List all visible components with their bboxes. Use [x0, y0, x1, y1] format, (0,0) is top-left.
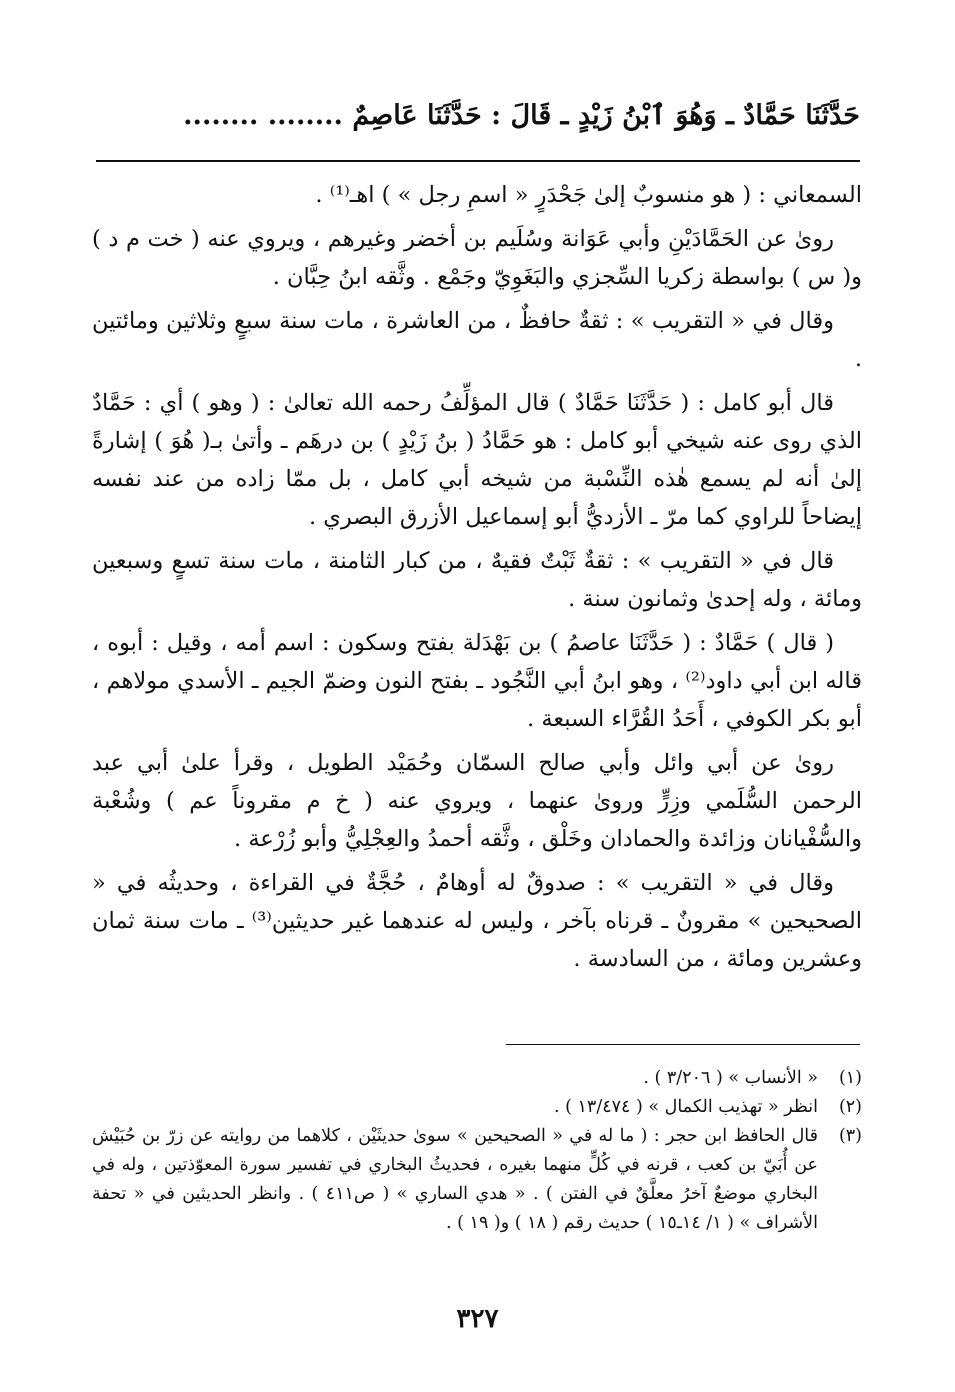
footnote-1	[92, 1064, 862, 1093]
footnote-3	[92, 1122, 862, 1238]
footnote-number: (٢)	[838, 1097, 862, 1117]
paragraph-4: قال أبو كامل : ( حَدَّثَنَا حَمَّادٌ ) قال المؤلِّفُ رحمه الله تعالىٰ : ( وهو ) أي : حَمَّادٌ الذي روى عنه شيخي أبو كامل : هو حَمَّادُ ( بنُ زَيْدٍ ) بن درهَم ـ وأتىٰ بـ( هُوَ ) إشارةً إلىٰ أنه لم يسمع هٰذه النِّسْبة من شيخه أبي كامل ، بل ممّا زاده من عند نفسه إيضاحاً للراوي كما مرّ ـ الأزديُّ أبو إسماعيل الأزرق البصري .	[92, 390, 862, 530]
paragraph-6: ( قال ) حَمَّادٌ : ( حَدَّثَنَا عاصمُ ) بن بَهْدَلة بفتح وسكون : اسم أمه ، وقيل : أبوه ، قاله ابن أبي داود⁽²⁾ ، وهو ابنُ أبي النَّجُود ـ بفتح النون وضمّ الجيم ـ الأسدي مولاهم ، أبو بكر الكوفي ، أَحَدُ القُرَّاء السبعة .	[92, 630, 862, 732]
footnotes	[92, 1064, 862, 1238]
footnote-rule	[506, 1044, 860, 1045]
paragraph-8: وقال في « التقريب » : صدوقٌ له أوهامٌ ، حُجَّةٌ في القراءة ، وحديثُه في « الصحيحين » مقرونٌ ـ قرناه بآخر ، وليس له عندهما غير حديثين⁽³⁾ ـ مات سنة ثمان وعشرين ومائة ، من السادسة .	[92, 870, 862, 972]
header-rule	[96, 160, 860, 162]
paragraph-5: قال في « التقريب » : ثقةٌ ثَبْتٌ فقيهٌ ، من كبار الثامنة ، مات سنة تسعٍ وسبعين ومائة ، وله إحدىٰ وثمانون سنة .	[92, 548, 862, 612]
footnote-number: (١)	[838, 1068, 862, 1088]
footnote-text: « الأنساب » ( ٣/٢٠٦ ) .	[643, 1068, 818, 1088]
paragraph-1: السمعاني : ( هو منسوبٌ إلىٰ جَحْدَرٍ « اسمِ رجل » ) اهـ⁽¹⁾ .	[315, 182, 862, 208]
running-header: حَدَّثَنَا حَمَّادٌ ـ وَهُوَ ٱبْنُ زَيْدٍ ـ قَالَ : حَدَّثَنَا عَاصِمٌ ........ ........	[183, 100, 860, 131]
footnote-text: انظر « تهذيب الكمال » ( ١٣/٤٧٤ ) .	[554, 1097, 818, 1117]
main-text	[92, 176, 862, 984]
paragraph-7: روىٰ عن أبي وائل وأبي صالح السمّان وحُمَيْد الطويل ، وقرأ علىٰ أبي عبد الرحمن السُّلَمي وزِرٍّ وروىٰ عنهما ، ويروي عنه ( خ م مقروناً عم ) وشُعْبة والسُّفْيانان وزائدة والحمادان وخَلْق ، وثَّقه أحمدُ والعِجْلِيُّ وأبو زُرْعة .	[92, 750, 862, 852]
footnote-text: قال الحافظ ابن حجر : ( ما له في « الصحيحين » سوىٰ حديثَيْن ، كلاهما من روايته عن زرّ بن حُبَيْش عن أُبَيّ بن كعب ، قرنه في كُلٍّ منهما بغيره ، فحديثُ البخاري في تفسير سورة المعوّذتين ، وله في البخاري موضعٌ آخرُ معلَّقٌ في الفتن ) . « هدي الساري » ( ص٤١١ ) . وانظر الحديثين في « تحفة الأشراف » ( ١/ ١٤ـ١٥ ) حديث رقم ( ١٨ ) و( ١٩ ) .	[92, 1126, 818, 1233]
footnote-number: (٣)	[838, 1126, 862, 1146]
page-number: ٣٢٧	[456, 1304, 499, 1334]
paragraph-2: روىٰ عن الحَمَّادَيْنِ وأبي عَوَانة وسُلَيم بن أخضر وغيرهم ، ويروي عنه ( خت م د ) و( س ) بواسطة زكريا السِّجزي والبَغَوِيّ وجَمْع . وثَّقه ابنُ حِبَّان .	[92, 226, 862, 290]
footnote-2	[92, 1093, 862, 1122]
paragraph-3: وقال في « التقريب » : ثقةٌ حافظٌ ، من العاشرة ، مات سنة سبعٍ وثلاثين ومائتين .	[92, 308, 862, 372]
